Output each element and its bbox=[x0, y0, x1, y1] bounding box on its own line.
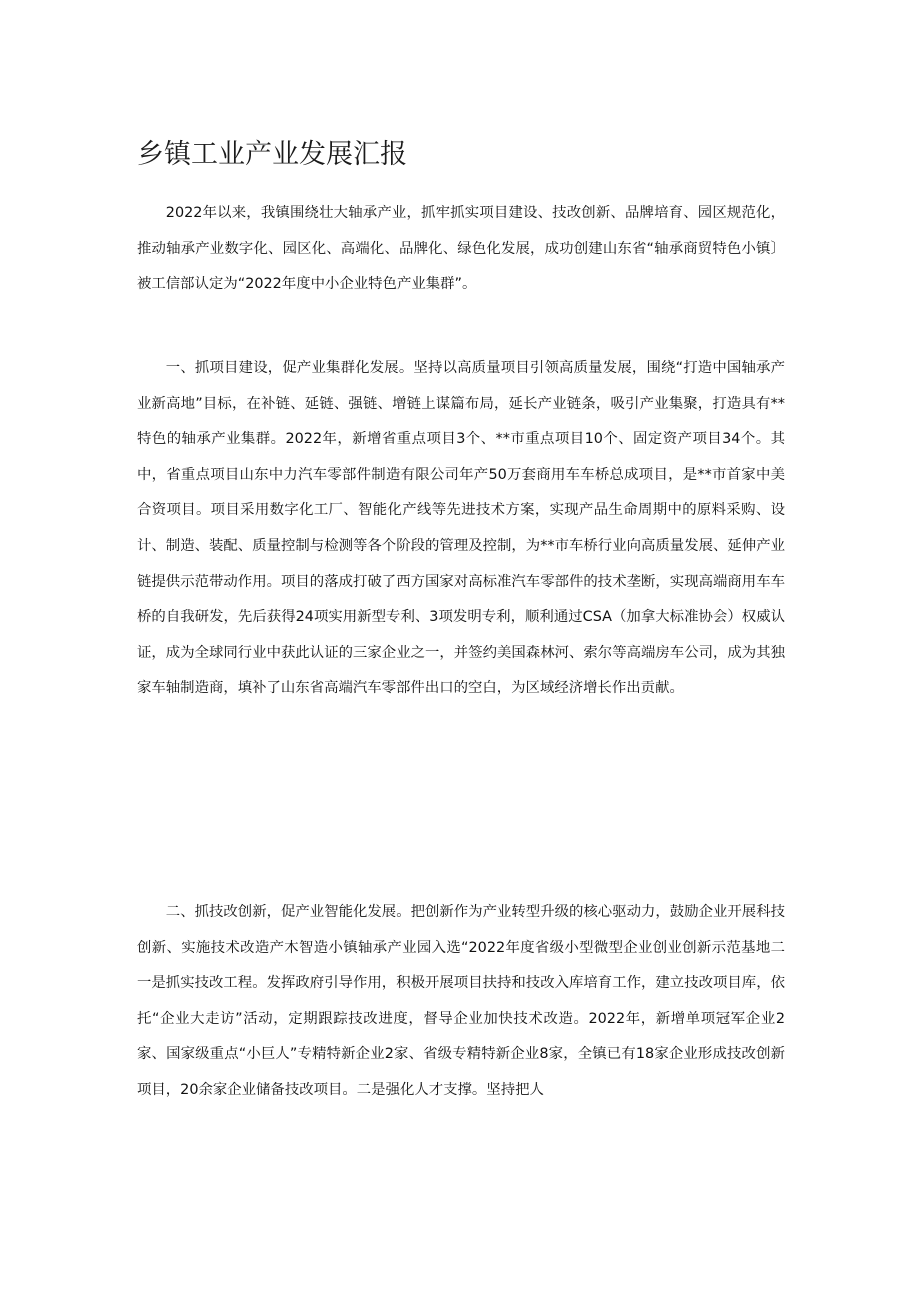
document-title: 乡镇工业产业发展汇报 bbox=[137, 139, 407, 170]
paragraph-tech-innovation: 二、抓技改创新，促产业智能化发展。把创新作为产业转型升级的核心驱动力，鼓励企业开展科技创新、实施技术改造产木智造小镇轴承产业园入选“2022年度省级小型微型企业创业创新示范基地二一是抓实技改工程。发挥政府引导作用，积极开展项目扶持和技改入库培育工作，建立技改项目库，依托“企业大走访”活动，定期跟踪技改进度，督导企业加快技术改造。2022年，新增单项冠军企业2家、国家级重点“小巨人”专精特新企业2家、省级专精特新企业8家，全镇已有18家企业形成技改创新项目，20余家企业储备技改项目。二是强化人才支撑。坚持把人 bbox=[137, 904, 785, 1098]
paragraph-project-construction: 一、抓项目建设，促产业集群化发展。坚持以高质量项目引领高质量发展，围绕“打造中国轴承产业新高地”目标，在补链、延链、强链、增链上谋篇布局，延长产业链条，吸引产业集聚，打造具有**特色的轴承产业集群。2022年，新增省重点项目3个、**市重点项目10个、固定资产项目34个。其中，省重点项目山东中力汽车零部件制造有限公司年产50万套商用车车桥总成项目，是**市首家中美合资项目。项目采用数字化工厂、智能化产线等先进技术方案，实现产品生命周期中的原料采购、设计、制造、装配、质量控制与检测等各个阶段的管理及控制，为**市车桥行业向高质量发展、延伸产业链提供示范带动作用。项目的落成打破了西方国家对高标准汽车零部件的技术垄断，实现高端商用车车桥的自我研发，先后获得24项实用新型专利、3项发明专利，顺利通过CSA（加拿大标准协会）权威认证，成为全球同行业中获此认证的三家企业之一，并签约美国森林河、索尔等高端房车公司，成为其独家车轴制造商，填补了山东省高端汽车零部件出口的空白，为区域经济增长作出贡献。 bbox=[137, 360, 785, 697]
paragraph-intro: 2022年以来，我镇围绕壮大轴承产业，抓牢抓实项目建设、技改创新、品牌培育、园区规范化，推动轴承产业数字化、园区化、高端化、品牌化、绿色化发展，成功创建山东省“轴承商贸特色小镇〕被工信部认定为“2022年度中小企业特色产业集群”。 bbox=[137, 205, 785, 293]
